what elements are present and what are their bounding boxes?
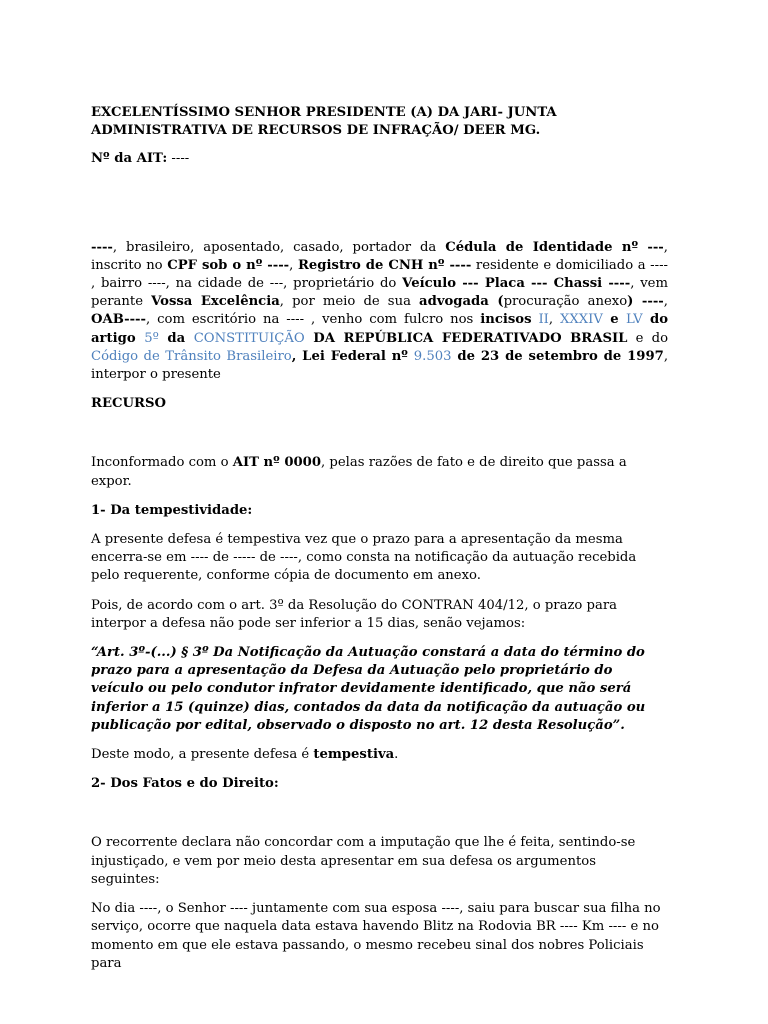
- qual-lei-date: de 23 de setembro de 1997: [451, 348, 664, 364]
- qual-id: Cédula de Identidade nº ---: [445, 239, 664, 255]
- qual-incisos: incisos: [480, 312, 532, 328]
- section-1-quote: “Art. 3º-(...) § 3º Da Notificação da Autuação constará a data do término do prazo para a apresentação da Defesa da Autuação pelo proprietário do veículo ou pelo condutor infrator devidamente identificado, que não será inferior a 15 (quinze) dias, contados da data da notificação da autuação ou publicação por edital, observado o disposto no art. 12 desta Resolução”.: [91, 645, 646, 733]
- inconf-text: Inconformado com o: [91, 455, 233, 471]
- qual-oab: OAB----: [91, 312, 147, 328]
- section-2-paragraph-2: No dia ----, o Senhor ---- juntamente com sua esposa ----, saiu para buscar sua filha no serviço, ocorre que naquela data estava havendo Blitz na Rodovia BR ---- Km ---- e no momento em que ele estava passando, o mesmo recebeu sinal dos nobres Policiais para: [91, 901, 661, 971]
- concl-text: .: [394, 747, 399, 763]
- qual-text: , por meio de sua: [279, 294, 420, 310]
- qual-text: ,: [663, 294, 668, 310]
- link-constituicao[interactable]: CONSTITUIÇÃO: [193, 330, 305, 346]
- qual-text: residente e domiciliado a ---- , bairro ----, na cidade de ---, proprietário do: [91, 257, 668, 292]
- qual-cpf: CPF sob o nº ----: [167, 257, 290, 273]
- qual-procuracao: procuração anexo: [503, 294, 628, 310]
- qual-text: ,: [548, 312, 560, 328]
- inconf-ait: AIT nº 0000: [232, 455, 322, 471]
- qual-text: , interpor o presente: [91, 348, 669, 383]
- qual-text: , inscrito no: [91, 239, 668, 273]
- link-inciso-ii[interactable]: II: [538, 312, 549, 328]
- qual-lawyer: ) ----: [627, 294, 664, 310]
- concl-tempestiva: tempestiva: [313, 747, 395, 763]
- ait-value: ----: [167, 151, 190, 167]
- ait-label: Nº da AIT:: [91, 151, 168, 167]
- qual-and: e: [602, 312, 626, 328]
- concl-text: Deste modo, a presente defesa é: [91, 747, 314, 763]
- section-1-paragraph-2: Pois, de acordo com o art. 3º da Resolução do CONTRAN 404/12, o prazo para interpor a defesa não pode ser inferior a 15 dias, senão vejamos:: [91, 597, 618, 631]
- link-lei-9503[interactable]: 9.503: [413, 348, 452, 364]
- qual-text: , brasileiro, aposentado, casado, portador da: [112, 239, 446, 255]
- section-1-paragraph-1: A presente defesa é tempestiva vez que o prazo para a apresentação da mesma encerra-se em ---- de ----- de ----, como consta na notificação da autuação recebida pelo requerente, conforme cópia de documento em anexo.: [91, 532, 637, 584]
- qual-text: , com escritório na ---- , venho com fulcro nos: [146, 312, 481, 328]
- qual-name: ----: [91, 239, 113, 255]
- qual-lei-federal: , Lei Federal nº: [291, 348, 414, 364]
- qual-cnh: Registro de CNH nº ----: [297, 257, 472, 273]
- link-inciso-xxxiv[interactable]: XXXIV: [560, 312, 603, 328]
- qual-text: e do: [627, 330, 669, 346]
- recurso-heading: RECURSO: [91, 396, 166, 412]
- section-1-conclusion: [91, 746, 668, 764]
- link-artigo-5[interactable]: 5º: [144, 330, 159, 346]
- section-1-heading: 1- Da tempestividade:: [91, 502, 253, 518]
- link-codigo-transito[interactable]: Código de Trânsito Brasileiro: [91, 348, 292, 364]
- inconformado-paragraph: [91, 454, 668, 490]
- qual-text: , vem perante: [91, 276, 668, 310]
- qualification-paragraph: [91, 239, 668, 385]
- ait-number-line: [91, 150, 668, 168]
- section-2-paragraph-1: O recorrente declara não concordar com a imputação que lhe é feita, sentindo-se injustiçado, e vem por meio desta apresentar em sua defesa os argumentos seguintes:: [91, 835, 636, 887]
- section-2-heading: 2- Dos Fatos e do Direito:: [91, 776, 279, 792]
- qual-text: ,: [289, 257, 298, 273]
- qual-republica: DA REPÚBLICA FEDERATIVADO BRASIL: [304, 330, 628, 346]
- qual-artigo: do artigo: [91, 312, 668, 346]
- qual-vehicle: Veículo --- Placa --- Chassi ----: [402, 276, 631, 292]
- qual-excellency: Vossa Excelência: [151, 294, 280, 310]
- link-inciso-lv[interactable]: LV: [625, 312, 643, 328]
- inconf-text: , pelas razões de fato e de direito que passa a expor.: [91, 455, 627, 489]
- qual-da: da: [158, 330, 194, 346]
- document-title: EXCELENTÍSSIMO SENHOR PRESIDENTE (A) DA JARI- JUNTA ADMINISTRATIVA DE RECURSOS DE INFRAÇÃO/ DEER MG.: [91, 105, 557, 139]
- qual-advogada: advogada (: [419, 294, 504, 310]
